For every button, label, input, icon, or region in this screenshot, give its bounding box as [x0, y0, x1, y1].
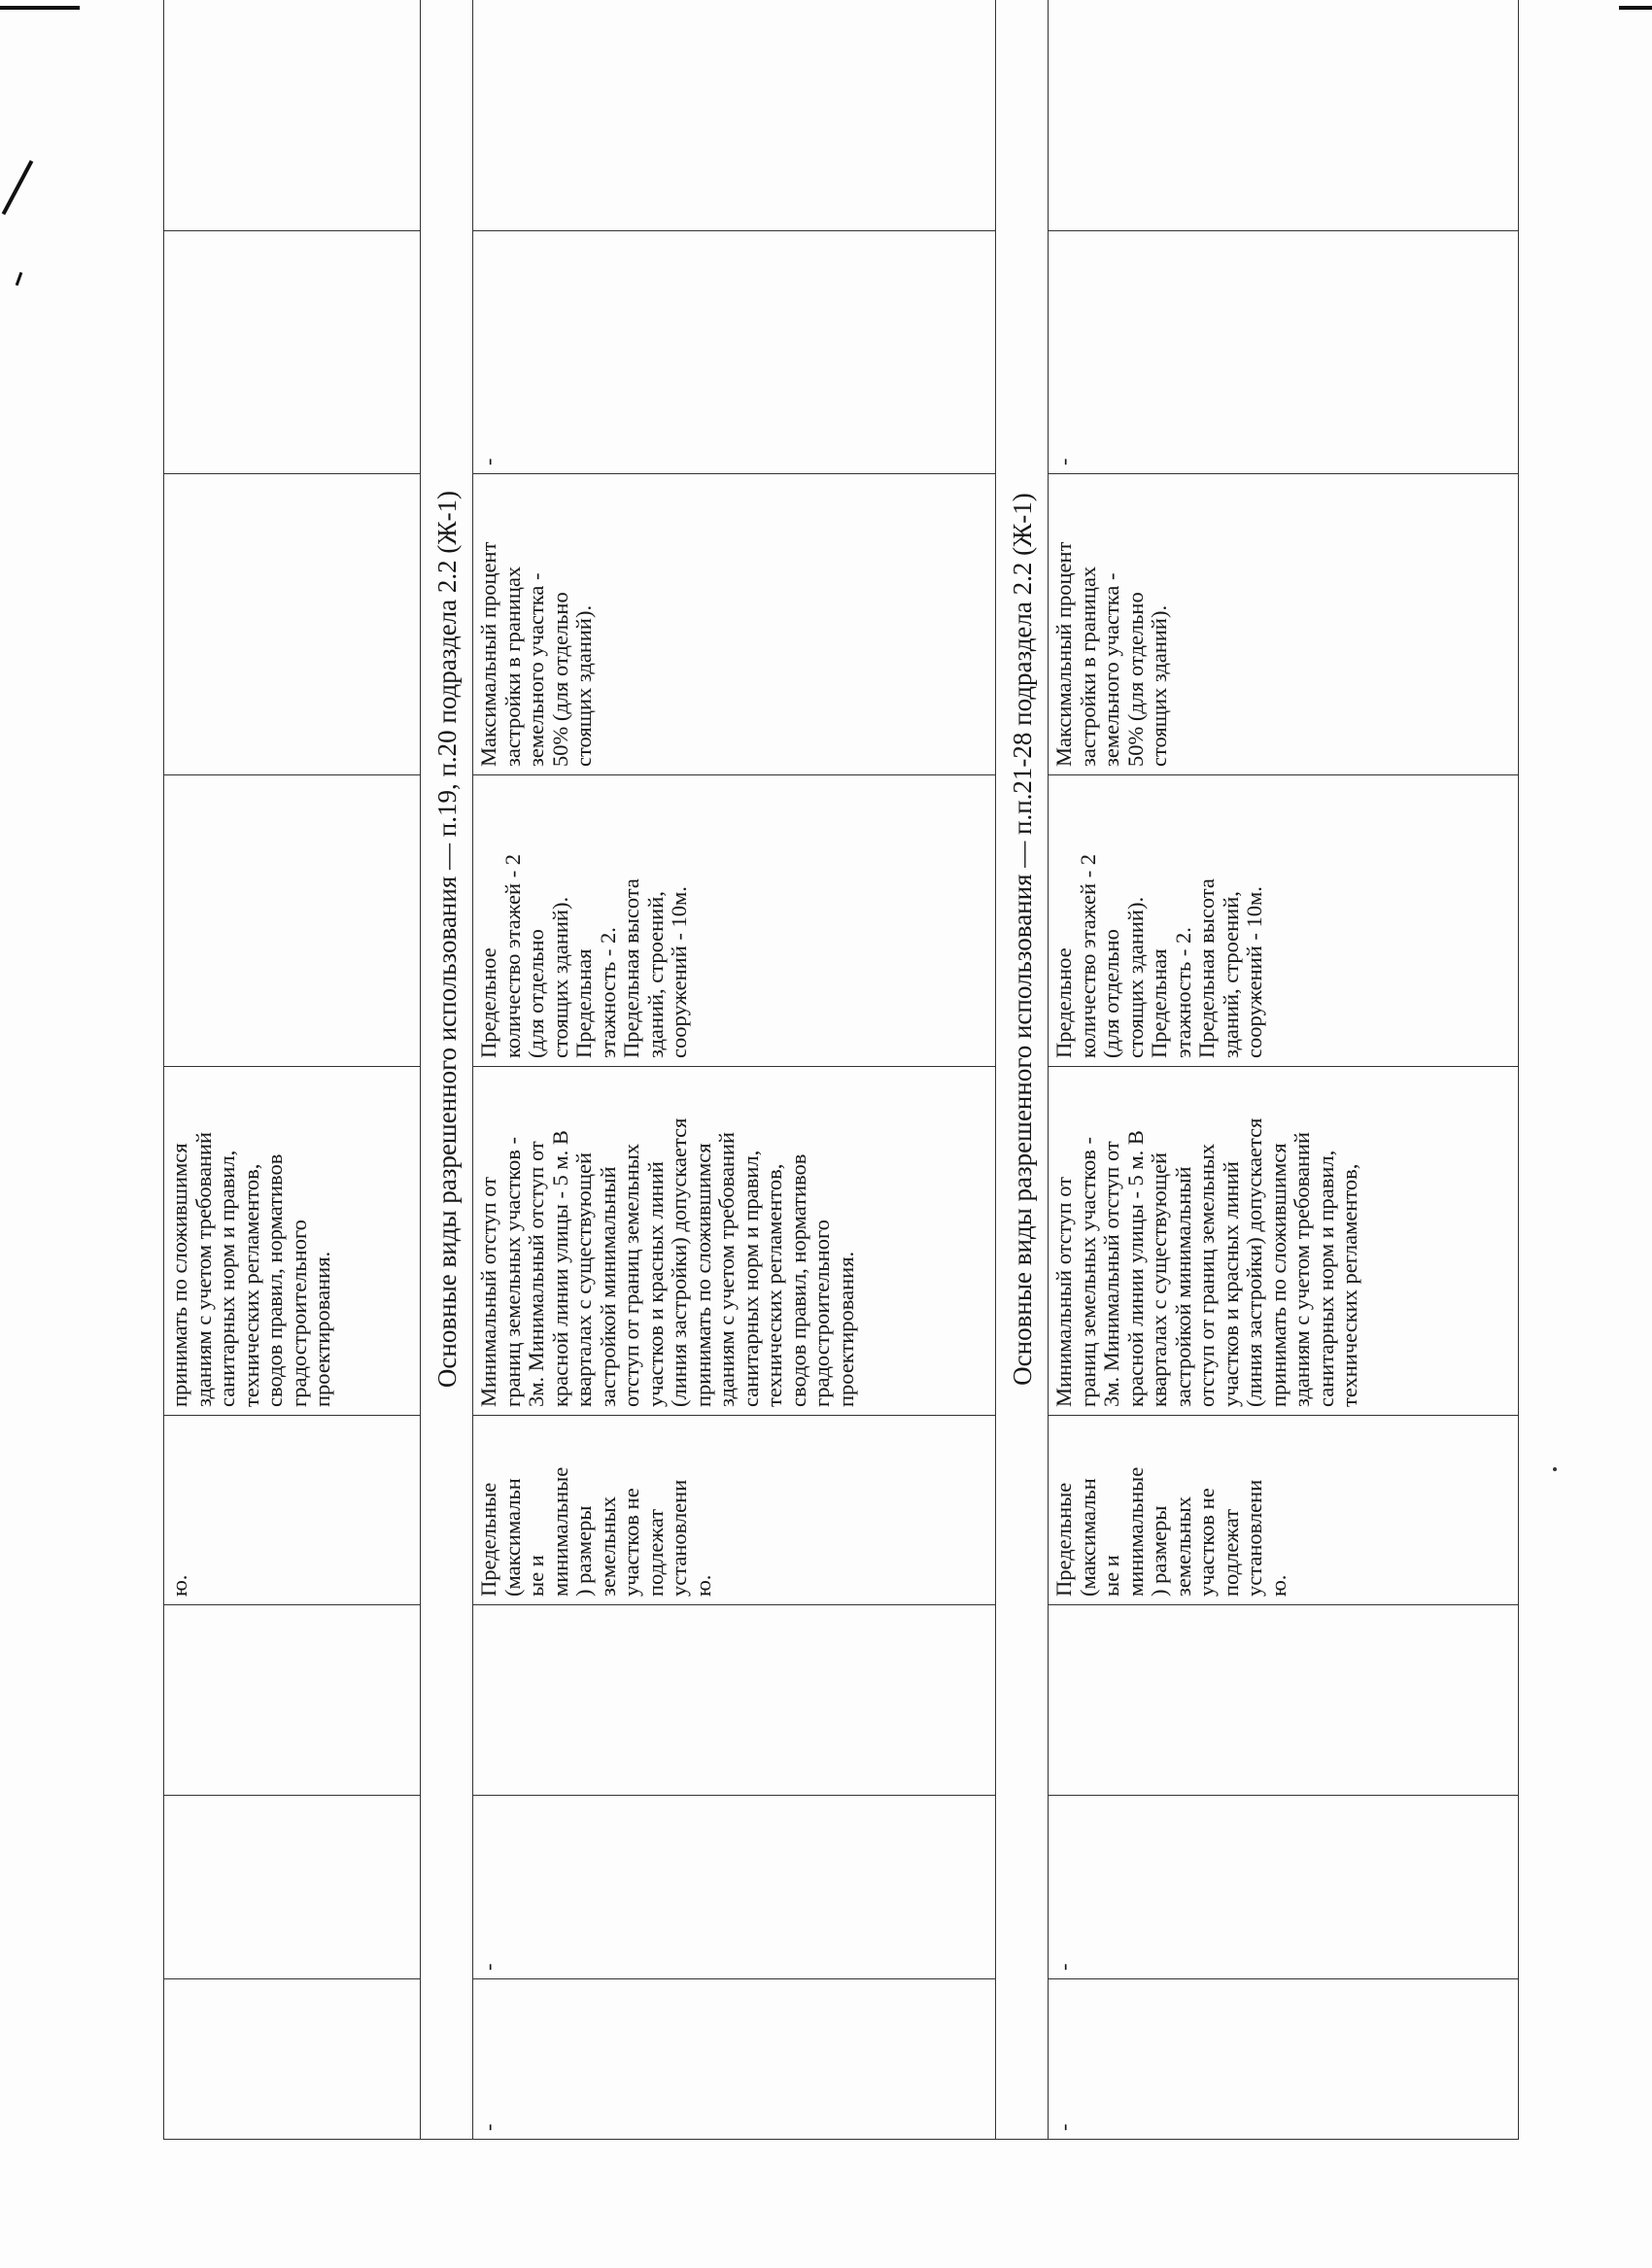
cell-empty — [1049, 1605, 1519, 1796]
cont-cell-6 — [164, 775, 421, 1067]
cell-setback: Минимальный отступ от границ земельных участков - 3м. Минимальный отступ от красной линии улицы - 5 м. В кварталах с существующей застройкой минимальный отступ от границ земельных участков и красных линий (линия застройки) допускается принимать по сложившимся зданиям с учетом требований санитарных норм и правил, технических регламентов, — [1049, 1067, 1519, 1416]
zoning-parameters-table — [163, 0, 1519, 2140]
section-header: Основные виды разрешенного использования — п.19, п.20 подраздела 2.2 (Ж-1) — [421, 0, 473, 2140]
cell-floors-height: Предельное количество этажей - 2 (для отдельно стоящих зданий). Предельная этажность - 2. Предельная высота зданий, строений, сооружений - 10м. — [473, 775, 996, 1067]
scan-mark-top-right — [1619, 6, 1652, 10]
cell-empty — [1049, 0, 1519, 231]
cont-cell-3 — [164, 1605, 421, 1796]
cell-floors-height: Предельное количество этажей - 2 (для отдельно стоящих зданий). Предельная этажность - 2. Предельная высота зданий, строений, сооружений - 10м. — [1049, 775, 1519, 1067]
scan-mark-tick — [16, 272, 23, 286]
scan-mark-slash — [2, 160, 34, 216]
section-row — [1049, 0, 1519, 2140]
cell-dash: - — [1049, 1796, 1519, 1979]
cell-dash: - — [1049, 231, 1519, 474]
rotated-page — [163, 157, 1518, 2140]
scan-mark-top-left — [0, 6, 80, 10]
cell-dash: - — [473, 1979, 996, 2140]
section-header-row — [421, 0, 473, 2140]
cell-empty — [473, 1605, 996, 1796]
cont-cell-8 — [164, 231, 421, 474]
cont-cell-setback: принимать по сложившимся зданиям с учетом требований санитарных норм и правил, технических регламентов, сводов правил, нормативов градостроительного проектирования. — [164, 1067, 421, 1416]
section-row — [473, 0, 996, 2140]
cell-building-percent: Максимальный процент застройки в границах земельного участка - 50% (для отдельно стоящих зданий). — [1049, 474, 1519, 775]
cell-setback: Минимальный отступ от границ земельных участков - 3м. Минимальный отступ от красной линии улицы - 5 м. В кварталах с существующей застройкой минимальный отступ от границ земельных участков и красных линий (линия застройки) допускается принимать по сложившимся зданиям с учетом требований санитарных норм и правил, технических регламентов, сводов правил, нормативов градостроительного проектирования. — [473, 1067, 996, 1416]
cell-building-percent: Максимальный процент застройки в границах земельного участка - 50% (для отдельно стоящих зданий). — [473, 474, 996, 775]
cell-dash: - — [473, 1796, 996, 1979]
cont-cell-size: ю. — [164, 1416, 421, 1605]
cell-empty — [473, 0, 996, 231]
cont-cell-7 — [164, 474, 421, 775]
cont-cell-2 — [164, 1796, 421, 1979]
cell-dash: - — [473, 231, 996, 474]
cont-cell-9 — [164, 0, 421, 231]
section-header: Основные виды разрешенного использования — п.п.21-28 подраздела 2.2 (Ж-1) — [996, 0, 1049, 2140]
scan-speck — [1553, 1467, 1557, 1471]
cell-dash: - — [1049, 1979, 1519, 2140]
cell-plot-size: Предельные (максимальн ые и минимальные ) размеры земельных участков не подлежат установлени ю. — [473, 1416, 996, 1605]
cont-cell-1 — [164, 1979, 421, 2140]
section-header-row — [996, 0, 1049, 2140]
cell-plot-size: Предельные (максимальн ые и минимальные ) размеры земельных участков не подлежат установлени ю. — [1049, 1416, 1519, 1605]
continuation-row — [164, 0, 421, 2140]
